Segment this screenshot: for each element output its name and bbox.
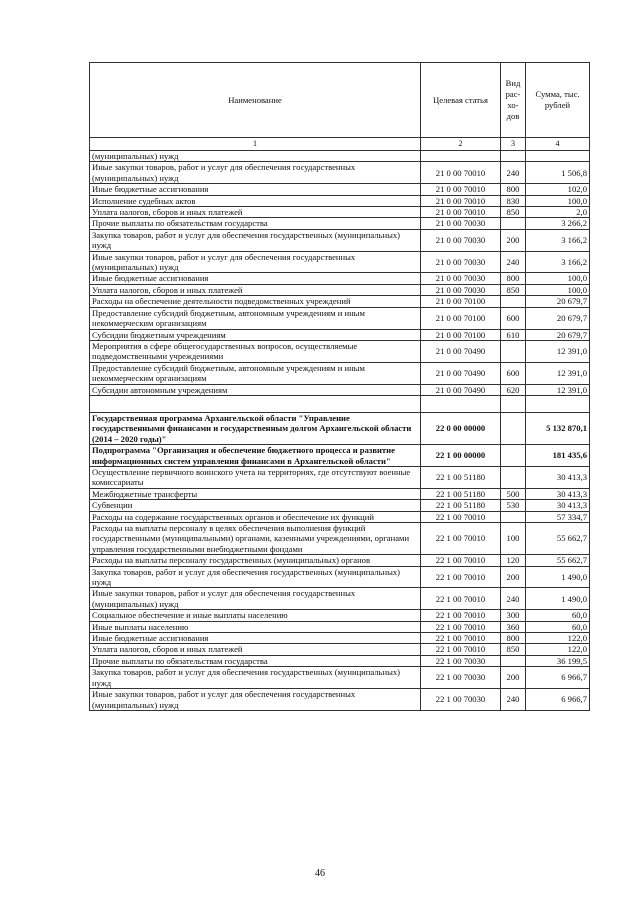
table-row [90,644,590,655]
row-name-cell: Иные бюджетные ассигнования [90,184,421,195]
table-row [90,284,590,295]
row-name-cell: Иные выплаты населению [90,621,421,632]
table-row [90,184,590,195]
row-sum-cell: 122,0 [526,644,590,655]
row-name-cell: Закупка товаров, работ и услуг для обеспечения государственных (муниципальных) нужд [90,229,421,251]
row-expense-type-cell: 200 [501,566,526,588]
row-expense-type-cell [501,511,526,522]
row-name-cell: Предоставление субсидий бюджетным, автономным учреждениям и иным некоммерческим организациям [90,307,421,329]
row-target-article-cell: 22 1 00 70030 [421,689,501,711]
column-number: 1 [90,138,421,151]
table-row [90,523,590,555]
row-expense-type-cell: 800 [501,633,526,644]
row-target-article-cell: 21 0 00 70030 [421,273,501,284]
row-target-article-cell: 22 1 00 00000 [421,445,501,467]
table-row [90,384,590,395]
table-row [90,162,590,184]
row-name-cell: Социальное обеспечение и иные выплаты населению [90,610,421,621]
table-row [90,151,590,162]
row-expense-type-cell [501,151,526,162]
column-number: 3 [501,138,526,151]
row-sum-cell: 6 966,7 [526,667,590,689]
row-name-cell: Прочие выплаты по обязательствам государства [90,218,421,229]
row-name-cell: Закупка товаров, работ и услуг для обеспечения государственных (муниципальных) нужд [90,667,421,689]
row-target-article-cell [421,151,501,162]
row-sum-cell: 1 490,0 [526,588,590,610]
row-name-cell: Прочие выплаты по обязательствам государства [90,655,421,666]
header-sum: Сумма, тыс. рублей [526,63,590,138]
header-target-article: Целевая статья [421,63,501,138]
table-row [90,329,590,340]
row-sum-cell [526,395,590,412]
row-name-cell: Субвенции [90,500,421,511]
row-sum-cell: 55 662,7 [526,555,590,566]
row-expense-type-cell: 300 [501,610,526,621]
row-name-cell: Субсидии бюджетным учреждениям [90,329,421,340]
row-expense-type-cell: 800 [501,184,526,195]
header-expense-type: Вид рас- хо- дов [501,63,526,138]
row-target-article-cell: 21 0 00 70100 [421,307,501,329]
row-expense-type-cell: 850 [501,284,526,295]
table-row [90,340,590,362]
row-sum-cell: 12 391,0 [526,384,590,395]
row-name-cell: Расходы на обеспечение деятельности подведомственных учреждений [90,296,421,307]
column-number: 2 [421,138,501,151]
row-sum-cell: 100,0 [526,284,590,295]
row-sum-cell: 122,0 [526,633,590,644]
row-sum-cell: 3 266,2 [526,218,590,229]
table-row [90,511,590,522]
row-expense-type-cell: 360 [501,621,526,632]
row-target-article-cell [421,395,501,412]
row-sum-cell: 20 679,7 [526,329,590,340]
table-row [90,307,590,329]
row-expense-type-cell: 200 [501,667,526,689]
row-name-cell: Предоставление субсидий бюджетным, автономным учреждениям и иным некоммерческим организациям [90,362,421,384]
row-sum-cell: 2,0 [526,207,590,218]
row-target-article-cell: 22 1 00 70010 [421,621,501,632]
row-target-article-cell: 22 1 00 70010 [421,588,501,610]
row-target-article-cell: 21 0 00 70030 [421,284,501,295]
row-expense-type-cell [501,296,526,307]
row-target-article-cell: 21 0 00 70490 [421,340,501,362]
row-name-cell: Расходы на содержание государственных органов и обеспечение их функций [90,511,421,522]
table-row [90,412,590,444]
page-number: 46 [315,868,325,879]
row-sum-cell: 30 413,3 [526,488,590,499]
row-sum-cell: 100,0 [526,273,590,284]
row-target-article-cell: 21 0 00 70030 [421,218,501,229]
row-expense-type-cell: 120 [501,555,526,566]
row-sum-cell: 1 506,8 [526,162,590,184]
row-name-cell: Подпрограмма "Организация и обеспечение бюджетного процесса и развитие информационных систем управления финансами в Архангельской области" [90,445,421,467]
table-row [90,229,590,251]
table-row [90,633,590,644]
row-sum-cell: 55 662,7 [526,523,590,555]
row-expense-type-cell [501,340,526,362]
table-row [90,621,590,632]
table-row [90,500,590,511]
row-sum-cell: 3 166,2 [526,251,590,273]
table-row [90,251,590,273]
column-number: 4 [526,138,590,151]
budget-table [89,62,590,711]
row-name-cell: Уплата налогов, сборов и иных платежей [90,644,421,655]
row-expense-type-cell: 610 [501,329,526,340]
row-sum-cell: 36 199,5 [526,655,590,666]
row-target-article-cell: 21 0 00 70100 [421,329,501,340]
row-sum-cell: 102,0 [526,184,590,195]
table-row [90,689,590,711]
row-sum-cell: 100,0 [526,195,590,206]
row-sum-cell: 60,0 [526,610,590,621]
row-sum-cell: 1 490,0 [526,566,590,588]
table-row [90,466,590,488]
row-target-article-cell: 22 1 00 70010 [421,566,501,588]
row-expense-type-cell: 600 [501,362,526,384]
row-name-cell: Расходы на выплаты персоналу государственных (муниципальных) органов [90,555,421,566]
table-row [90,588,590,610]
row-expense-type-cell: 240 [501,689,526,711]
row-name-cell: Осуществление первичного воинского учета на территориях, где отсутствуют военные комиссариаты [90,466,421,488]
row-name-cell: Иные закупки товаров, работ и услуг для обеспечения государственных (муниципальных) нужд [90,689,421,711]
table-row [90,296,590,307]
table-row [90,667,590,689]
row-expense-type-cell: 240 [501,588,526,610]
row-name-cell: Закупка товаров, работ и услуг для обеспечения государственных (муниципальных) нужд [90,566,421,588]
row-expense-type-cell: 500 [501,488,526,499]
row-name-cell: Иные закупки товаров, работ и услуг для обеспечения государственных (муниципальных) нужд [90,162,421,184]
table-row [90,566,590,588]
row-expense-type-cell: 530 [501,500,526,511]
row-target-article-cell: 22 1 00 70010 [421,610,501,621]
row-target-article-cell: 21 0 00 70490 [421,384,501,395]
row-sum-cell: 181 435,6 [526,445,590,467]
row-target-article-cell: 21 0 00 70010 [421,162,501,184]
row-expense-type-cell: 850 [501,207,526,218]
row-name-cell: Государственная программа Архангельской области "Управление государственными финансами и государственным долгом Архангельской области (2014 – 2020 годы)" [90,412,421,444]
row-target-article-cell: 21 0 00 70010 [421,184,501,195]
row-sum-cell: 20 679,7 [526,296,590,307]
row-target-article-cell: 22 0 00 00000 [421,412,501,444]
row-name-cell: Исполнение судебных актов [90,195,421,206]
row-target-article-cell: 22 1 00 51180 [421,488,501,499]
row-sum-cell: 30 413,3 [526,466,590,488]
row-target-article-cell: 21 0 00 70030 [421,229,501,251]
row-target-article-cell: 21 0 00 70010 [421,207,501,218]
row-name-cell: (муниципальных) нужд [90,151,421,162]
row-name-cell: Межбюджетные трансферты [90,488,421,499]
table-row [90,488,590,499]
row-sum-cell: 6 966,7 [526,689,590,711]
row-sum-cell: 60,0 [526,621,590,632]
row-sum-cell [526,151,590,162]
row-target-article-cell: 22 1 00 70030 [421,667,501,689]
row-target-article-cell: 22 1 00 70010 [421,555,501,566]
row-target-article-cell: 22 1 00 51180 [421,500,501,511]
row-expense-type-cell [501,445,526,467]
table-row [90,195,590,206]
row-target-article-cell: 22 1 00 51180 [421,466,501,488]
table-row [90,395,590,412]
row-name-cell: Уплата налогов, сборов и иных платежей [90,284,421,295]
row-expense-type-cell: 600 [501,307,526,329]
row-name-cell: Расходы на выплаты персоналу в целях обеспечения выполнения функций государственными (муниципальными) органами, казенными учреждениями, органами управления государственными внебюджетными фондами [90,523,421,555]
table-row [90,218,590,229]
table-row [90,445,590,467]
row-sum-cell: 30 413,3 [526,500,590,511]
table-row [90,207,590,218]
row-name-cell: Иные бюджетные ассигнования [90,633,421,644]
table-header [90,63,590,151]
row-name-cell: Мероприятия в сфере общегосударственных вопросов, осуществляемые подведомственными учреждениями [90,340,421,362]
row-expense-type-cell: 240 [501,162,526,184]
row-target-article-cell: 22 1 00 70010 [421,523,501,555]
row-expense-type-cell: 240 [501,251,526,273]
table-row [90,362,590,384]
table-row [90,655,590,666]
row-name-cell: Иные бюджетные ассигнования [90,273,421,284]
row-sum-cell: 12 391,0 [526,340,590,362]
row-expense-type-cell: 620 [501,384,526,395]
row-target-article-cell: 22 1 00 70010 [421,644,501,655]
row-expense-type-cell [501,655,526,666]
row-expense-type-cell: 200 [501,229,526,251]
row-expense-type-cell [501,412,526,444]
row-name-cell: Иные закупки товаров, работ и услуг для обеспечения государственных (муниципальных) нужд [90,251,421,273]
row-expense-type-cell: 100 [501,523,526,555]
row-target-article-cell: 22 1 00 70010 [421,511,501,522]
table-row [90,273,590,284]
row-name-cell [90,395,421,412]
column-number-row [90,138,590,151]
table-body [90,151,590,711]
row-target-article-cell: 22 1 00 70030 [421,655,501,666]
row-sum-cell: 5 132 870,1 [526,412,590,444]
row-target-article-cell: 21 0 00 70010 [421,195,501,206]
table-row [90,555,590,566]
row-target-article-cell: 21 0 00 70100 [421,296,501,307]
row-expense-type-cell [501,395,526,412]
row-target-article-cell: 22 1 00 70010 [421,633,501,644]
row-name-cell: Субсидии автономным учреждениям [90,384,421,395]
row-target-article-cell: 21 0 00 70490 [421,362,501,384]
row-expense-type-cell: 830 [501,195,526,206]
row-sum-cell: 20 679,7 [526,307,590,329]
row-name-cell: Уплата налогов, сборов и иных платежей [90,207,421,218]
row-expense-type-cell [501,218,526,229]
row-sum-cell: 3 166,2 [526,229,590,251]
row-name-cell: Иные закупки товаров, работ и услуг для обеспечения государственных (муниципальных) нужд [90,588,421,610]
table-row [90,610,590,621]
header-name: Наименование [90,63,421,138]
row-expense-type-cell: 800 [501,273,526,284]
row-sum-cell: 12 391,0 [526,362,590,384]
row-expense-type-cell [501,466,526,488]
row-expense-type-cell: 850 [501,644,526,655]
row-sum-cell: 57 334,7 [526,511,590,522]
row-target-article-cell: 21 0 00 70030 [421,251,501,273]
